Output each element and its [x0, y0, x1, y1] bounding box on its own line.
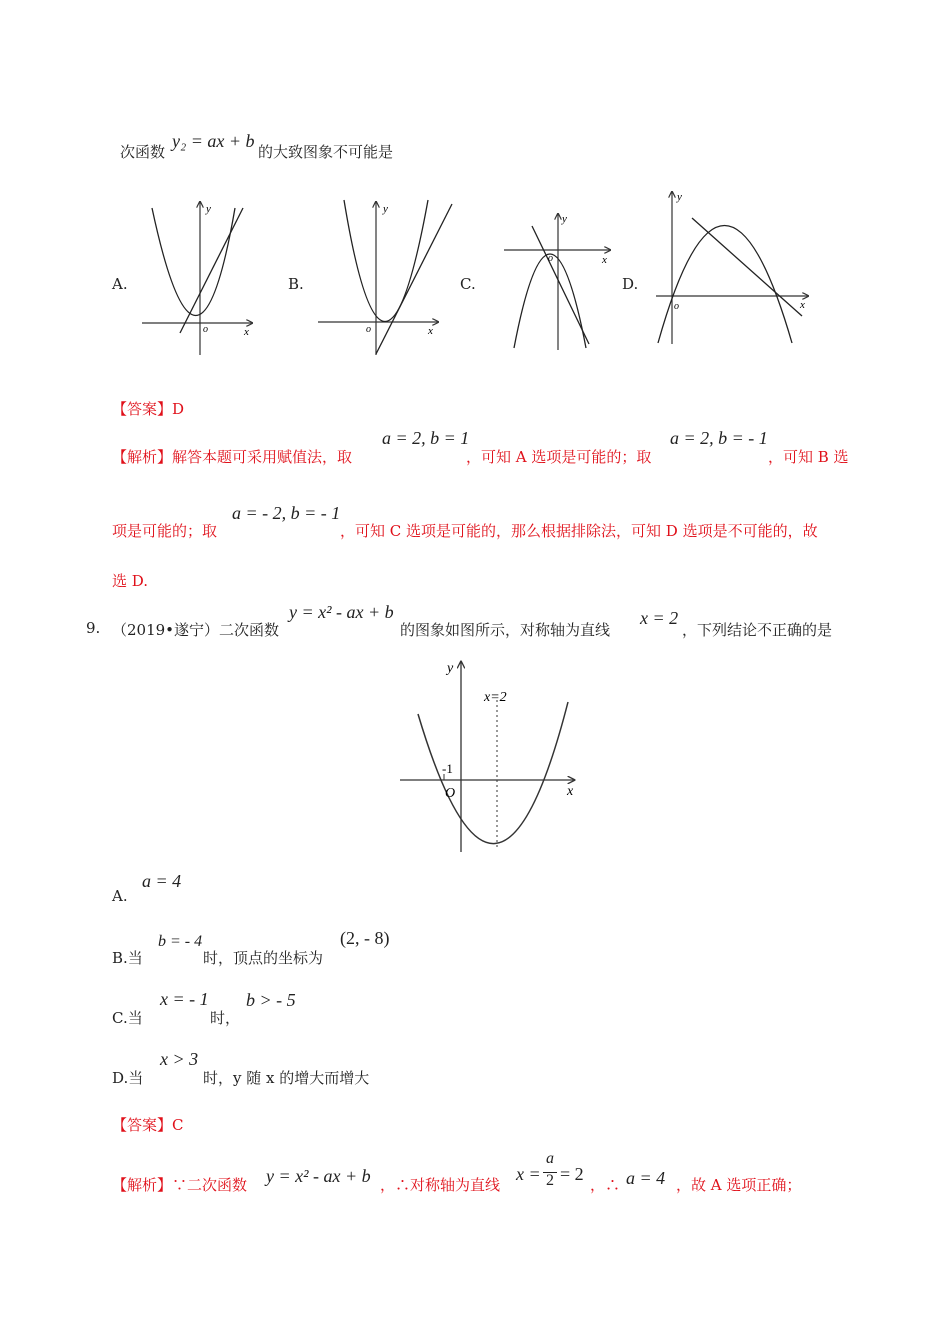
q9-option-d — [112, 1067, 143, 1088]
q9-analysis-text-2: ，∴对称轴为直线 — [380, 1176, 501, 1194]
origin-label: O — [445, 786, 456, 801]
parabola — [152, 208, 235, 316]
q9-option-b — [112, 947, 143, 968]
tick-label: -1 — [442, 761, 453, 776]
q9-mid: 的图象如图所示，对称轴为直线 — [400, 621, 611, 639]
q8-option-d-label: D. — [622, 275, 639, 293]
q8-answer-value: D — [172, 400, 185, 418]
q9-analysis-fraction-rhs: = 2 — [560, 1164, 584, 1184]
q9-analysis-fraction-den: 2 — [546, 1172, 554, 1189]
q9-formula: y = x² - ax + b — [289, 602, 394, 622]
q8-option-a-label: A. — [112, 275, 128, 293]
line — [532, 226, 589, 344]
x-label: x — [602, 254, 607, 266]
line — [376, 204, 452, 354]
q8-analysis-line1 — [112, 446, 352, 467]
parabola — [344, 200, 428, 322]
q9-axis-formula: x = 2 — [640, 608, 679, 628]
q9-analysis-formula-3: a = 4 — [626, 1168, 666, 1188]
q8-option-b-label: B. — [288, 275, 304, 293]
y-label: y — [383, 203, 388, 215]
q8-answer-label: 【答案】 — [112, 400, 173, 418]
x-label: x — [428, 325, 433, 337]
q9-analysis-text-4: ，故 A 选项正确； — [676, 1176, 802, 1194]
q9-analysis-text-1: ∵二次函数 — [172, 1176, 248, 1194]
q9-option-c — [112, 1007, 143, 1028]
q9-analysis-fraction-lhs: x = — [516, 1164, 541, 1184]
parabola — [418, 702, 568, 844]
line — [180, 208, 243, 333]
y-label: y — [677, 191, 682, 203]
q8-graph-d — [652, 188, 812, 348]
q8-stem-formula: y₂ = ax + b — [172, 131, 255, 151]
q8-answer — [112, 398, 184, 419]
q9-option-d-post: 时，y 随 x 的增大而增大 — [203, 1069, 370, 1087]
origin-label: o — [203, 324, 208, 335]
q9-source: （2019•遂宁）二次函数 — [112, 621, 280, 639]
q9-option-d-label: D. — [112, 1069, 129, 1087]
parabola — [514, 254, 586, 348]
q9-analysis-formula-1: y = x² - ax + b — [266, 1166, 371, 1186]
origin-label: o — [366, 324, 371, 335]
q9-option-b-pre: 当 — [127, 949, 143, 967]
q9-answer — [112, 1114, 184, 1135]
q8-analysis-text-3: ，可知 B 选 — [768, 448, 849, 466]
x-label: x — [567, 784, 574, 799]
q9-option-b-formula2: (2, - 8) — [340, 928, 390, 948]
q8-analysis-formula-3: a = - 2, b = - 1 — [232, 503, 341, 523]
q9-option-c-pre: 当 — [127, 1009, 143, 1027]
x-label: x — [800, 299, 805, 311]
q9-analysis-line — [112, 1174, 247, 1195]
q9-option-c-post: 时， — [210, 1009, 241, 1027]
q8-stem-suffix: 的大致图象不可能是 — [258, 143, 394, 161]
q8-stem-prefix: 次函数 — [120, 143, 166, 161]
q9-number: 9. — [86, 619, 101, 637]
q8-analysis-text-5: ，可知 C 选项是可能的，那么根据排除法，可知 D 选项是不可能的，故 — [340, 522, 818, 540]
q9-option-b-post: 时，顶点的坐标为 — [203, 949, 324, 967]
y-label: y — [206, 203, 211, 215]
q9-option-c-formula: x = - 1 — [160, 989, 209, 1009]
q8-option-c-label: C. — [460, 275, 476, 293]
q8-graph-a — [140, 198, 260, 358]
q9-option-c-formula2: b > - 5 — [246, 990, 296, 1010]
q9-figure — [396, 656, 586, 854]
origin-label: o — [548, 253, 553, 264]
q8-analysis-text-4: 项是可能的；取 — [112, 522, 218, 540]
q9-option-b-label: B. — [112, 949, 128, 967]
q9-option-d-pre: 当 — [128, 1069, 144, 1087]
q9-option-d-formula: x > 3 — [160, 1049, 199, 1069]
q8-analysis-formula-2: a = 2, b = - 1 — [670, 428, 768, 448]
axis-label: x=2 — [484, 690, 507, 705]
q9-option-c-label: C. — [112, 1009, 128, 1027]
y-label: y — [562, 213, 567, 225]
q9-analysis-label: 【解析】 — [112, 1176, 173, 1194]
q9-option-a-label: A. — [112, 887, 128, 905]
parabola — [658, 226, 792, 344]
q8-graph-b — [316, 198, 456, 358]
q8-graph-c — [502, 210, 617, 352]
q9-option-b-formula: b = - 4 — [158, 933, 203, 950]
q8-analysis-text-6: 选 D. — [112, 572, 149, 590]
y-label: y — [447, 661, 454, 676]
q8-analysis-text-2: ，可知 A 选项是可能的；取 — [466, 448, 652, 466]
q9-answer-label: 【答案】 — [112, 1116, 173, 1134]
q9-tail: ，下列结论不正确的是 — [682, 621, 833, 639]
line — [692, 218, 802, 316]
q9-answer-value: C — [172, 1116, 184, 1134]
q8-analysis-formula-1: a = 2, b = 1 — [382, 428, 470, 448]
q9-analysis-text-3: ，∴ — [590, 1176, 621, 1194]
x-label: x — [244, 326, 249, 338]
q8-analysis-text-1: 解答本题可采用赋值法，取 — [172, 448, 353, 466]
q8-analysis-label: 【解析】 — [112, 448, 173, 466]
q9-option-a-formula: a = 4 — [142, 871, 182, 891]
origin-label: o — [674, 301, 679, 312]
q9-analysis-fraction-num: a — [546, 1150, 554, 1167]
